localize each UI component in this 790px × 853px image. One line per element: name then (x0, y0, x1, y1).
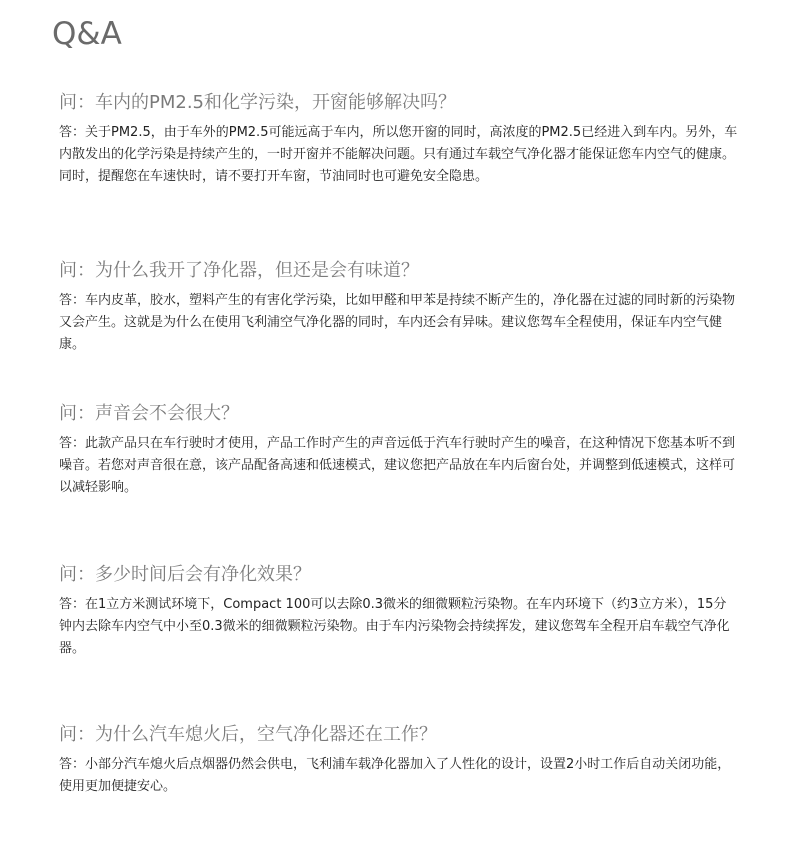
question-1: 问：车内的PM2.5和化学污染，开窗能够解决吗？ (59, 92, 457, 113)
answer-4: 答：在1立方米测试环境下，Compact 100可以去除0.3微米的细微颗粒污染物。在车内环境下（约3立方米），15分钟内去除车内空气中小至0.3微米的细微颗粒污染物。由于车内污染物会持续挥发，建议您驾车全程开启车载空气净化器。 (59, 597, 730, 656)
question-4: 问：多少时间后会有净化效果？ (59, 564, 311, 585)
qa-item-1 (59, 90, 749, 188)
answer-2: 答：车内皮革，胶水，塑料产生的有害化学污染，比如甲醛和甲苯是持续不断产生的，净化器在过滤的同时新的污染物又会产生。这就是为什么在使用飞利浦空气净化器的同时，车内还会有异味。建议您驾车全程使用，保证车内空气健康。 (59, 293, 736, 352)
qa-item-2 (59, 258, 749, 356)
question-2: 问：为什么我开了净化器，但还是会有味道？ (59, 260, 419, 281)
answer-5: 答：小部分汽车熄火后点烟器仍然会供电，飞利浦车载净化器加入了人性化的设计，设置2小时工作后自动关闭功能，使用更加便捷安心。 (59, 757, 731, 794)
question-3: 问：声音会不会很大？ (59, 403, 239, 424)
answer-1: 答：关于PM2.5，由于车外的PM2.5可能远高于车内，所以您开窗的同时，高浓度的PM2.5已经进入到车内。另外，车内散发出的化学污染是持续产生的，一时开窗并不能解决问题。只有通过车载空气净化器才能保证您车内空气的健康。同时，提醒您在车速快时，请不要打开车窗，节油同时也可避免安全隐患。 (59, 125, 738, 184)
question-5: 问：为什么汽车熄火后，空气净化器还在工作？ (59, 724, 437, 745)
page-title: Q&A (52, 16, 122, 52)
qa-item-4 (59, 562, 749, 660)
qa-item-5 (59, 722, 749, 798)
qa-item-3 (59, 401, 749, 499)
answer-3: 答：此款产品只在车行驶时才使用，产品工作时产生的声音远低于汽车行驶时产生的噪音，在这种情况下您基本听不到噪音。若您对声音很在意，该产品配备高速和低速模式，建议您把产品放在车内后窗台处，并调整到低速模式，这样可以减轻影响。 (59, 436, 736, 495)
